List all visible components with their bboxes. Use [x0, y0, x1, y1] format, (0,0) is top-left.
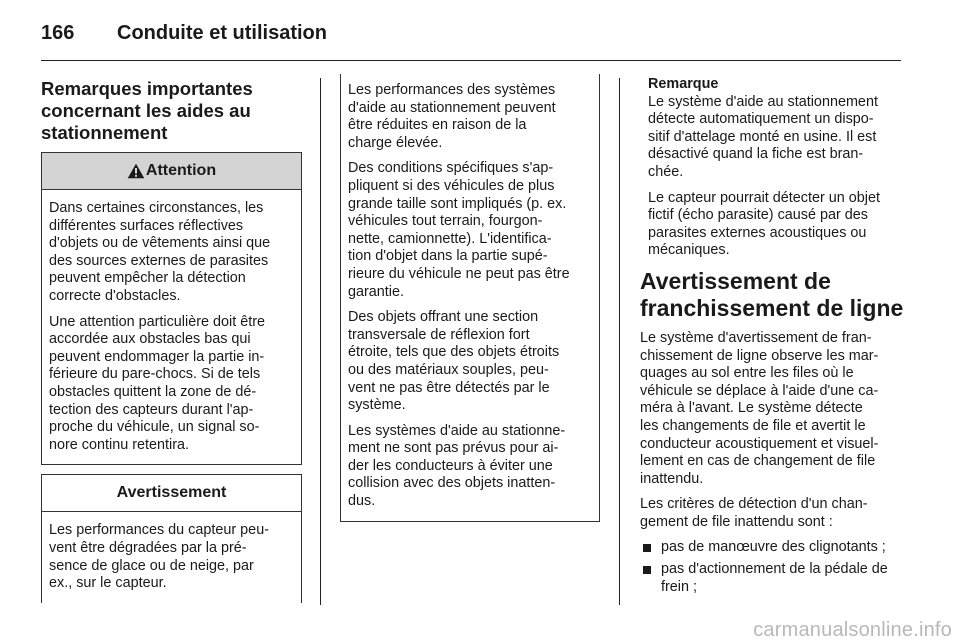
- note-title: Remarque: [648, 76, 719, 92]
- attention-paragraph: Dans certaines circonstances, les différentes surfaces réflectives d'objets ou de vêtements ainsi que des sources externes de parasites peuvent empêcher la détection correcte d'obstacles.: [49, 200, 271, 304]
- list-item-text: pas d'actionnement de la pédale de frein ;: [661, 561, 888, 595]
- page-number: 166: [41, 22, 75, 44]
- bullet-square-icon: [643, 544, 651, 552]
- body-paragraph: Des conditions spécifiques s'ap- pliquent si des véhicules de plus grande taille sont impliqués (p. ex. véhicules tout terrain, fourgon- nette, camionnette). L'identifica- tion d'objet dans la partie supé- rieure du véhicule ne peut pas être garantie.: [348, 160, 570, 300]
- section-heading-lane-departure: Avertissement de franchissement de ligne: [640, 267, 904, 321]
- body-paragraph: Les systèmes d'aide au stationne- ment ne sont pas prévus pour ai- der les conducteurs à éviter une collision avec des objets inatten- dus.: [348, 422, 566, 510]
- column-2: [340, 74, 600, 522]
- warning-paragraph: Les performances du capteur peu- vent être dégradées par la pré- sence de glace ou de neige, par ex., sur le capteur.: [49, 522, 269, 592]
- attention-box: [41, 152, 302, 465]
- warning-triangle-icon: [127, 163, 145, 179]
- running-title: Conduite et utilisation: [117, 22, 327, 44]
- attention-box-header: [42, 153, 301, 190]
- note-block: [640, 76, 904, 260]
- warning-box-title: Avertissement: [116, 484, 227, 502]
- column-3: [640, 76, 904, 600]
- continued-box-body: [341, 74, 599, 521]
- note-paragraph: Le capteur pourrait détecter un objet fictif (écho parasite) causé par des parasites externes acoustiques ou mécaniques.: [648, 189, 880, 259]
- attention-paragraph: Une attention particulière doit être accordée aux obstacles bas qui peuvent endommager la partie in- férieure du pare-chocs. Si de tels obstacles quittent la zone de dé- tection des capteurs durant l'ap- proche du véhicule, un signal so- nore continu retentira.: [49, 313, 265, 453]
- warning-box: [41, 474, 302, 602]
- header-rule: [41, 60, 901, 61]
- bullet-square-icon: [643, 566, 651, 574]
- list-item: [640, 561, 904, 596]
- body-paragraph: Le système d'avertissement de fran- chissement de ligne observe les mar- quages au sol entre les files où le véhicule se déplace à l'aide d'une ca- méra à l'avant. Le système détecte les changements de file et avertit le conducteur acoustiquement et visuel- lement en cas de changement de file inattendu.: [640, 329, 879, 487]
- column-divider-2: [619, 78, 620, 605]
- list-item: [640, 539, 904, 557]
- body-paragraph: Des objets offrant une section transversale de réflexion fort étroite, tels que des objets étroits ou des matériaux souples, peu- vent ne pas être détectés par le système.: [348, 309, 560, 414]
- criteria-list: [640, 539, 904, 596]
- section-heading-parking-aids: Remarques importantes concernant les aides au stationnement: [41, 78, 253, 143]
- warning-box-body: [42, 512, 301, 602]
- warning-box-header: [42, 475, 301, 512]
- attention-box-body: [42, 190, 301, 465]
- column-1: [41, 78, 302, 603]
- list-item-text: pas de manœuvre des clignotants ;: [661, 539, 886, 556]
- note-paragraph: Le système d'aide au stationnement détecte automatiquement un dispo- sitif d'attelage monté en usine. Il est désactivé quand la fiche est bran- chée.: [648, 93, 878, 180]
- attention-box-title: Attention: [145, 162, 217, 179]
- body-paragraph: Les critères de détection d'un chan- gement de file inattendu sont :: [640, 496, 868, 530]
- watermark: carmanualsonline.info: [753, 619, 952, 641]
- continued-attention-box: [340, 74, 600, 522]
- column-divider-1: [320, 78, 321, 605]
- body-paragraph: Les performances des systèmes d'aide au stationnement peuvent être réduites en raison de la charge élevée.: [348, 82, 556, 151]
